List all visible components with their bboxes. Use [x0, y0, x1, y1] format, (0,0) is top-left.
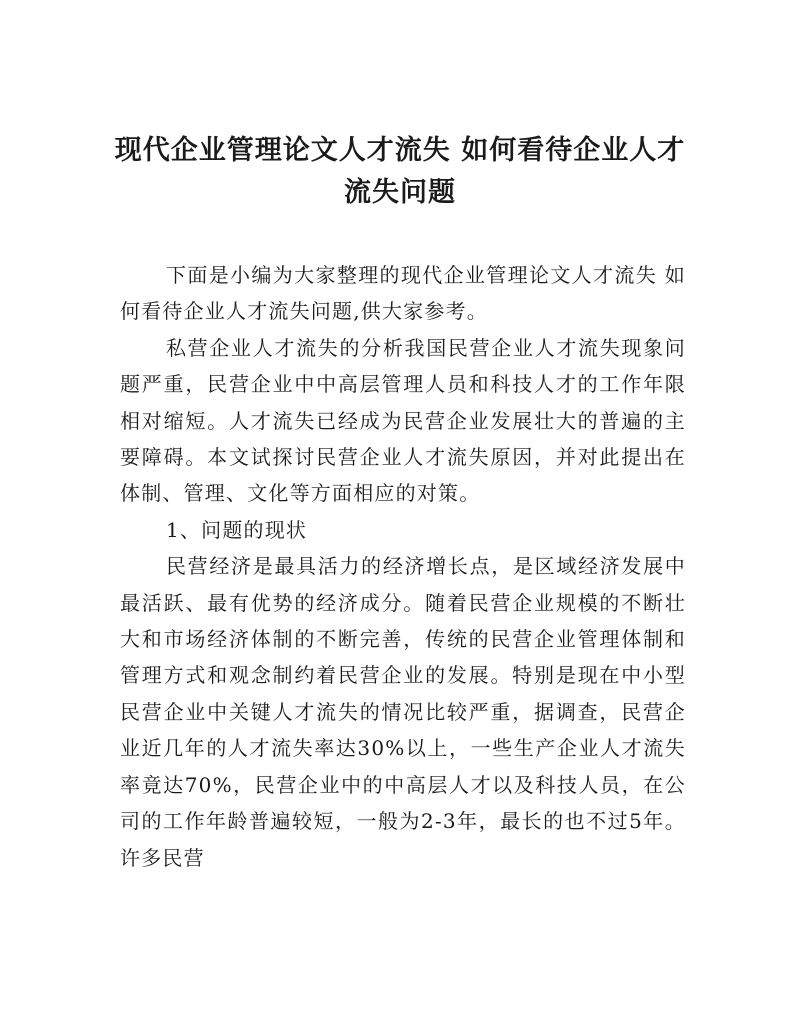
- section-heading: 1、问题的现状: [166, 517, 308, 542]
- document-title: 现代企业管理论文人才流失 如何看待企业人才流失问题: [114, 135, 686, 208]
- body-paragraph-2: 民营经济是最具活力的经济增长点，是区域经济发展中最活跃、最有优势的经济成分。随着民营企业规模的不断壮大和市场经济体制的不断完善，传统的民营企业管理体制和管理方式和观念制约着民营企业的发展。特别是现在中小型民营企业中关键人才流失的情况比较严重，据调查，民营企业近几年的人才流失率达30%以上，一些生产企业人才流失率竟达70%，民营企业中的中高层人才以及科技人员，在公司的工作年龄普遍较短，一般为2-3年，最长的也不过5年。许多民营: [120, 554, 686, 870]
- document-body: [120, 257, 686, 876]
- intro-paragraph: 下面是小编为大家整理的现代企业管理论文人才流失 如何看待企业人才流失问题,供大家参考。: [120, 263, 686, 324]
- body-paragraph-1: 私营企业人才流失的分析我国民营企业人才流失现象问题严重，民营企业中中高层管理人员和科技人才的工作年限相对缩短。人才流失已经成为民营企业发展壮大的普遍的主要障碍。本文试探讨民营企业人才流失原因，并对此提出在体制、管理、文化等方面相应的对策。: [120, 335, 686, 506]
